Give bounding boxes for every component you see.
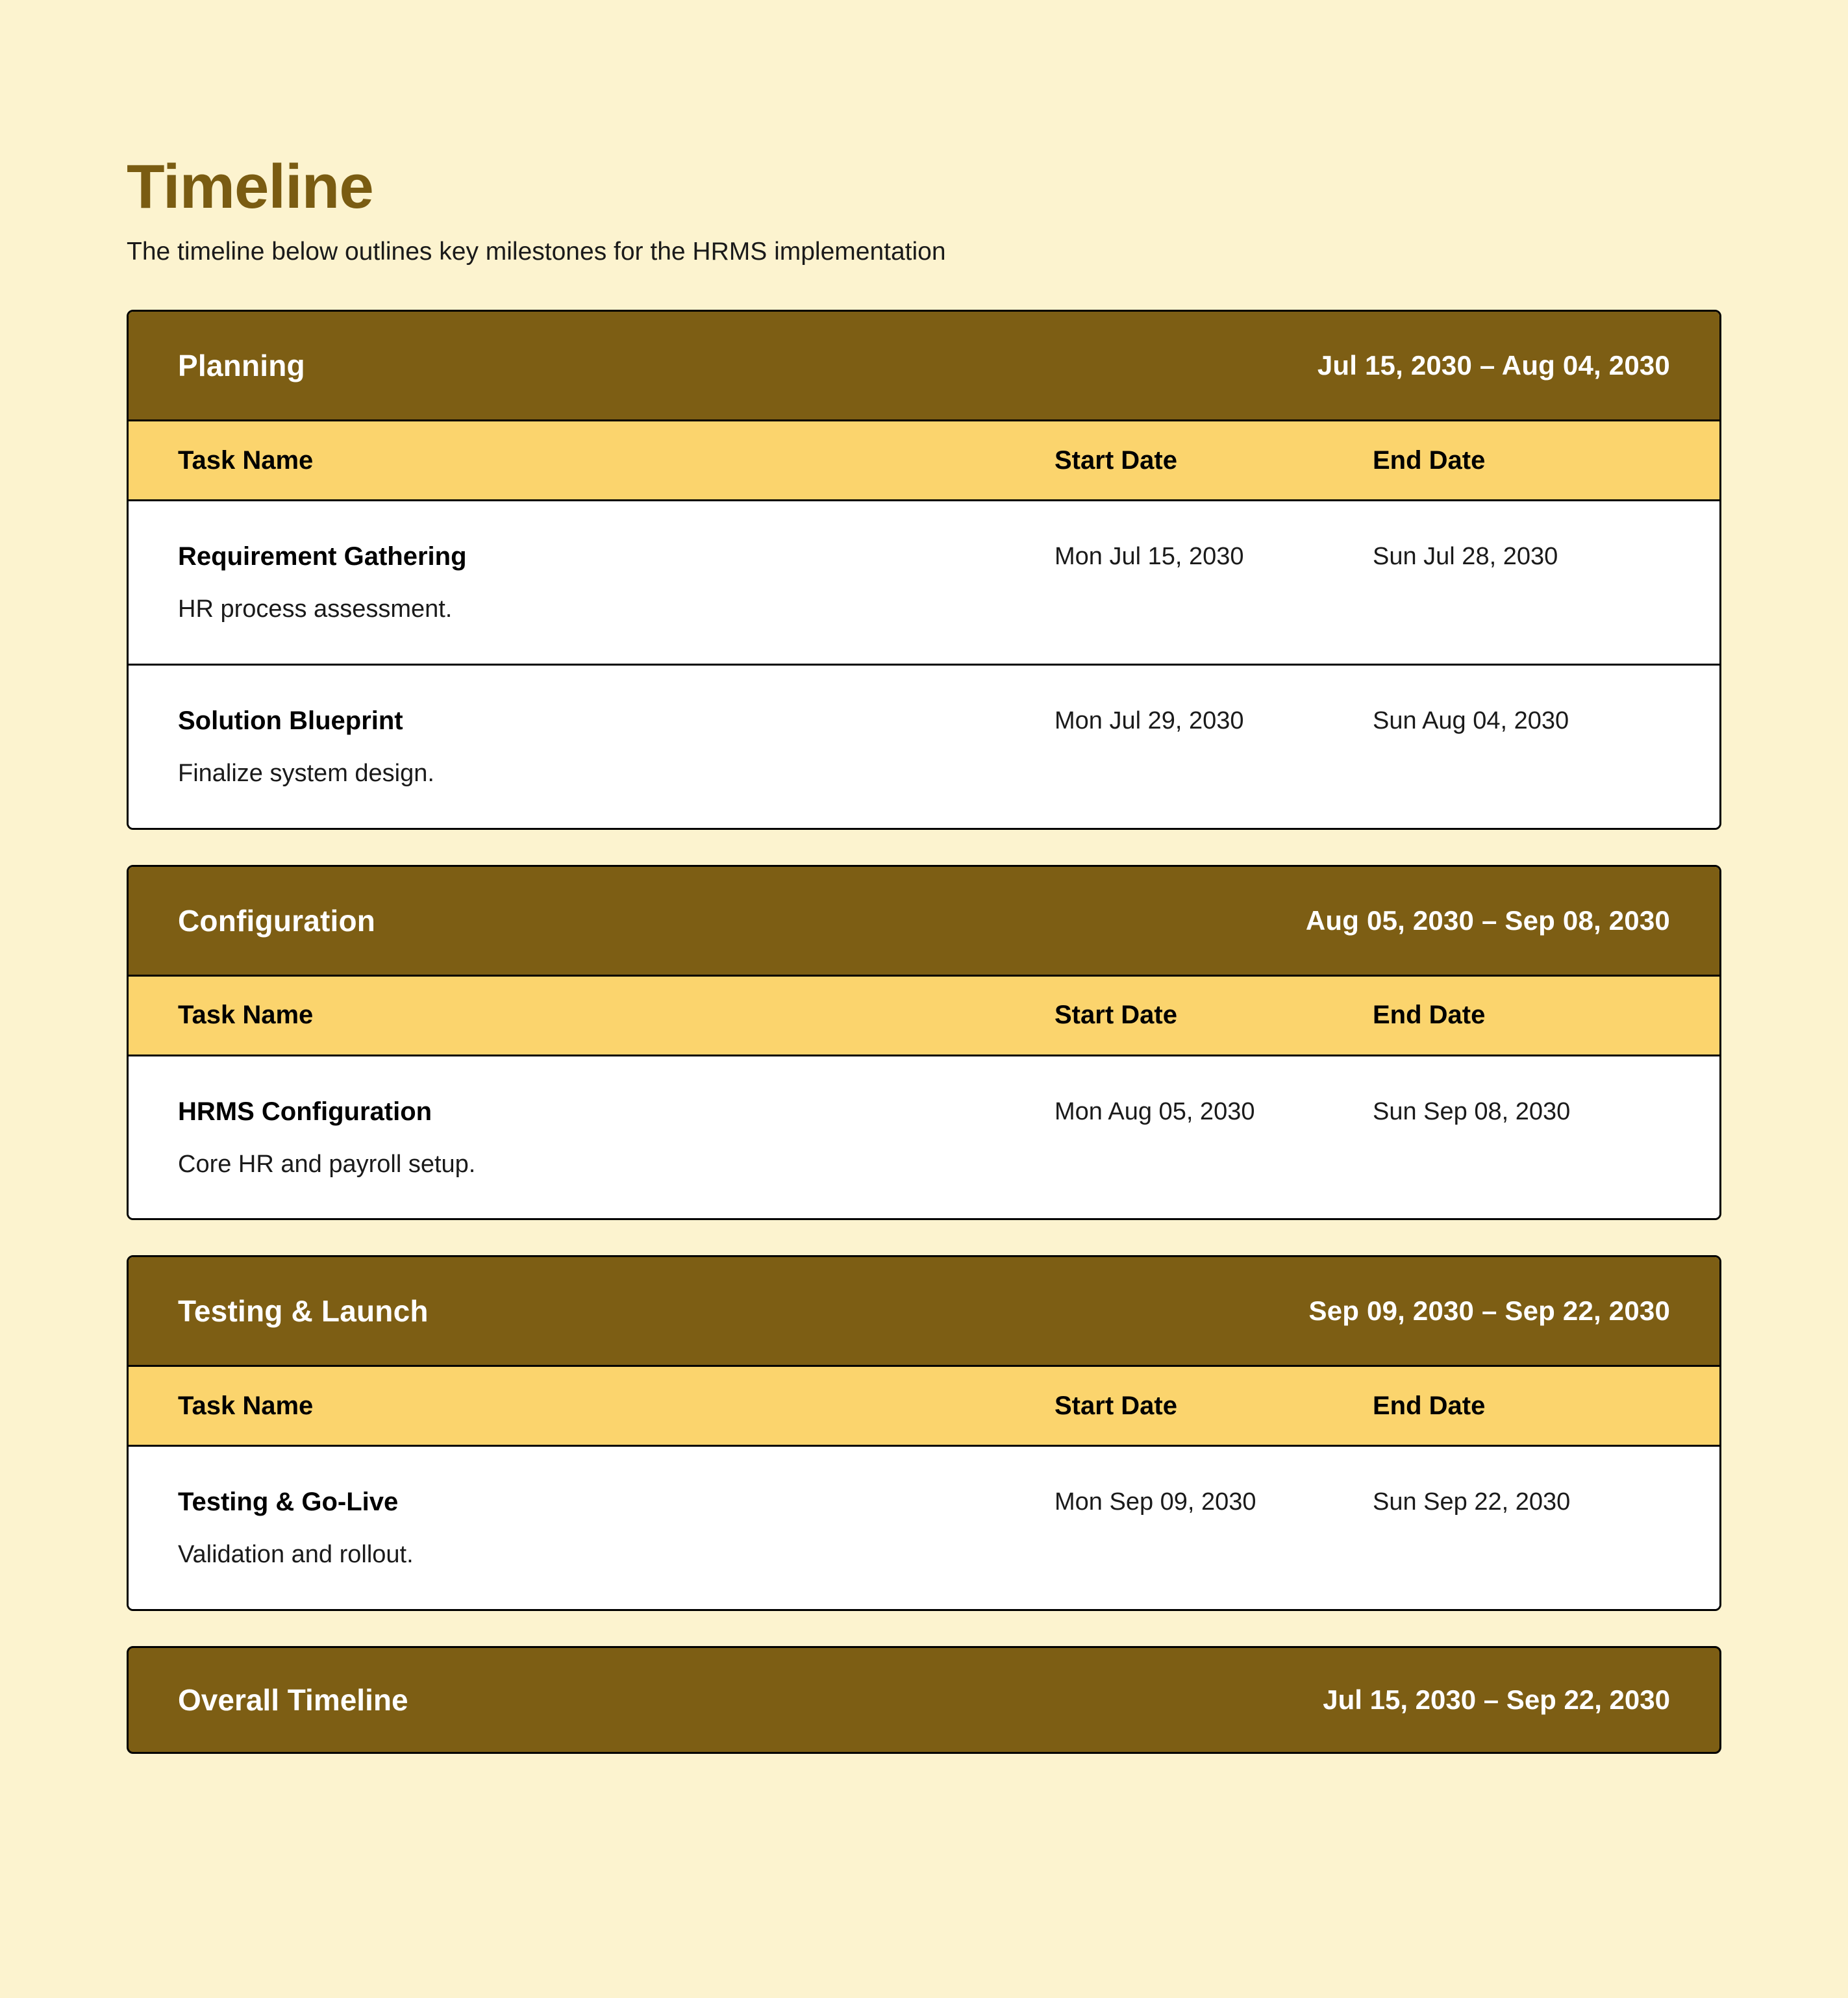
- task-start-date: Mon Aug 05, 2030: [1055, 1097, 1255, 1125]
- section-title: Testing & Launch: [178, 1294, 429, 1329]
- column-header-end-date: End Date: [1373, 1001, 1486, 1030]
- task-cell: [178, 1097, 1055, 1180]
- task-start-date: Mon Jul 29, 2030: [1055, 707, 1244, 735]
- task-start-date: Mon Jul 15, 2030: [1055, 543, 1244, 571]
- task-name: Requirement Gathering: [178, 542, 467, 571]
- document-header: [127, 0, 1721, 268]
- section-date-range: Sep 09, 2030 – Sep 22, 2030: [1308, 1295, 1670, 1327]
- overall-timeline-label: Overall Timeline: [178, 1682, 408, 1717]
- timeline-section-planning: [127, 310, 1721, 829]
- table-row: [129, 1447, 1719, 1609]
- section-header: [129, 1257, 1719, 1365]
- table-column-header: [129, 419, 1719, 501]
- task-cell: [178, 1487, 1055, 1570]
- task-cell: [178, 542, 1055, 625]
- task-description: Validation and rollout.: [178, 1541, 414, 1569]
- timeline-section-configuration: [127, 865, 1721, 1221]
- section-header: [129, 312, 1719, 419]
- column-header-task-name: Task Name: [178, 445, 314, 475]
- column-header-start-date: Start Date: [1055, 445, 1177, 475]
- column-header-start-date: Start Date: [1055, 1001, 1177, 1030]
- table-row: [129, 664, 1719, 828]
- task-description: Finalize system design.: [178, 760, 434, 788]
- task-start-date: Mon Sep 09, 2030: [1055, 1488, 1256, 1516]
- column-header-task-name: Task Name: [178, 1391, 314, 1420]
- overall-timeline-bar: [127, 1646, 1721, 1754]
- task-end-date: Sun Aug 04, 2030: [1373, 707, 1569, 735]
- task-name: Testing & Go-Live: [178, 1488, 399, 1517]
- table-column-header: [129, 1365, 1719, 1447]
- column-header-end-date: End Date: [1373, 445, 1486, 475]
- section-title: Planning: [178, 349, 305, 383]
- task-end-date: Sun Sep 22, 2030: [1373, 1488, 1571, 1516]
- page-title: Timeline: [127, 152, 373, 221]
- column-header-start-date: Start Date: [1055, 1391, 1177, 1420]
- column-header-end-date: End Date: [1373, 1391, 1486, 1420]
- table-column-header: [129, 975, 1719, 1056]
- section-title: Configuration: [178, 903, 376, 938]
- task-end-date: Sun Sep 08, 2030: [1373, 1097, 1571, 1125]
- section-date-range: Aug 05, 2030 – Sep 08, 2030: [1305, 905, 1670, 936]
- task-end-date: Sun Jul 28, 2030: [1373, 543, 1558, 571]
- section-header: [129, 867, 1719, 975]
- overall-timeline-range: Jul 15, 2030 – Sep 22, 2030: [1323, 1684, 1670, 1715]
- page-subtitle: The timeline below outlines key milestones for the HRMS implementation: [127, 237, 946, 266]
- column-header-task-name: Task Name: [178, 1001, 314, 1030]
- timeline-section-testing-launch: [127, 1255, 1721, 1611]
- task-cell: [178, 706, 1055, 789]
- task-description: HR process assessment.: [178, 595, 453, 623]
- task-name: Solution Blueprint: [178, 706, 403, 736]
- task-name: HRMS Configuration: [178, 1097, 432, 1126]
- section-date-range: Jul 15, 2030 – Aug 04, 2030: [1317, 350, 1670, 381]
- table-row: [129, 1056, 1719, 1219]
- task-description: Core HR and payroll setup.: [178, 1150, 476, 1178]
- table-row: [129, 501, 1719, 664]
